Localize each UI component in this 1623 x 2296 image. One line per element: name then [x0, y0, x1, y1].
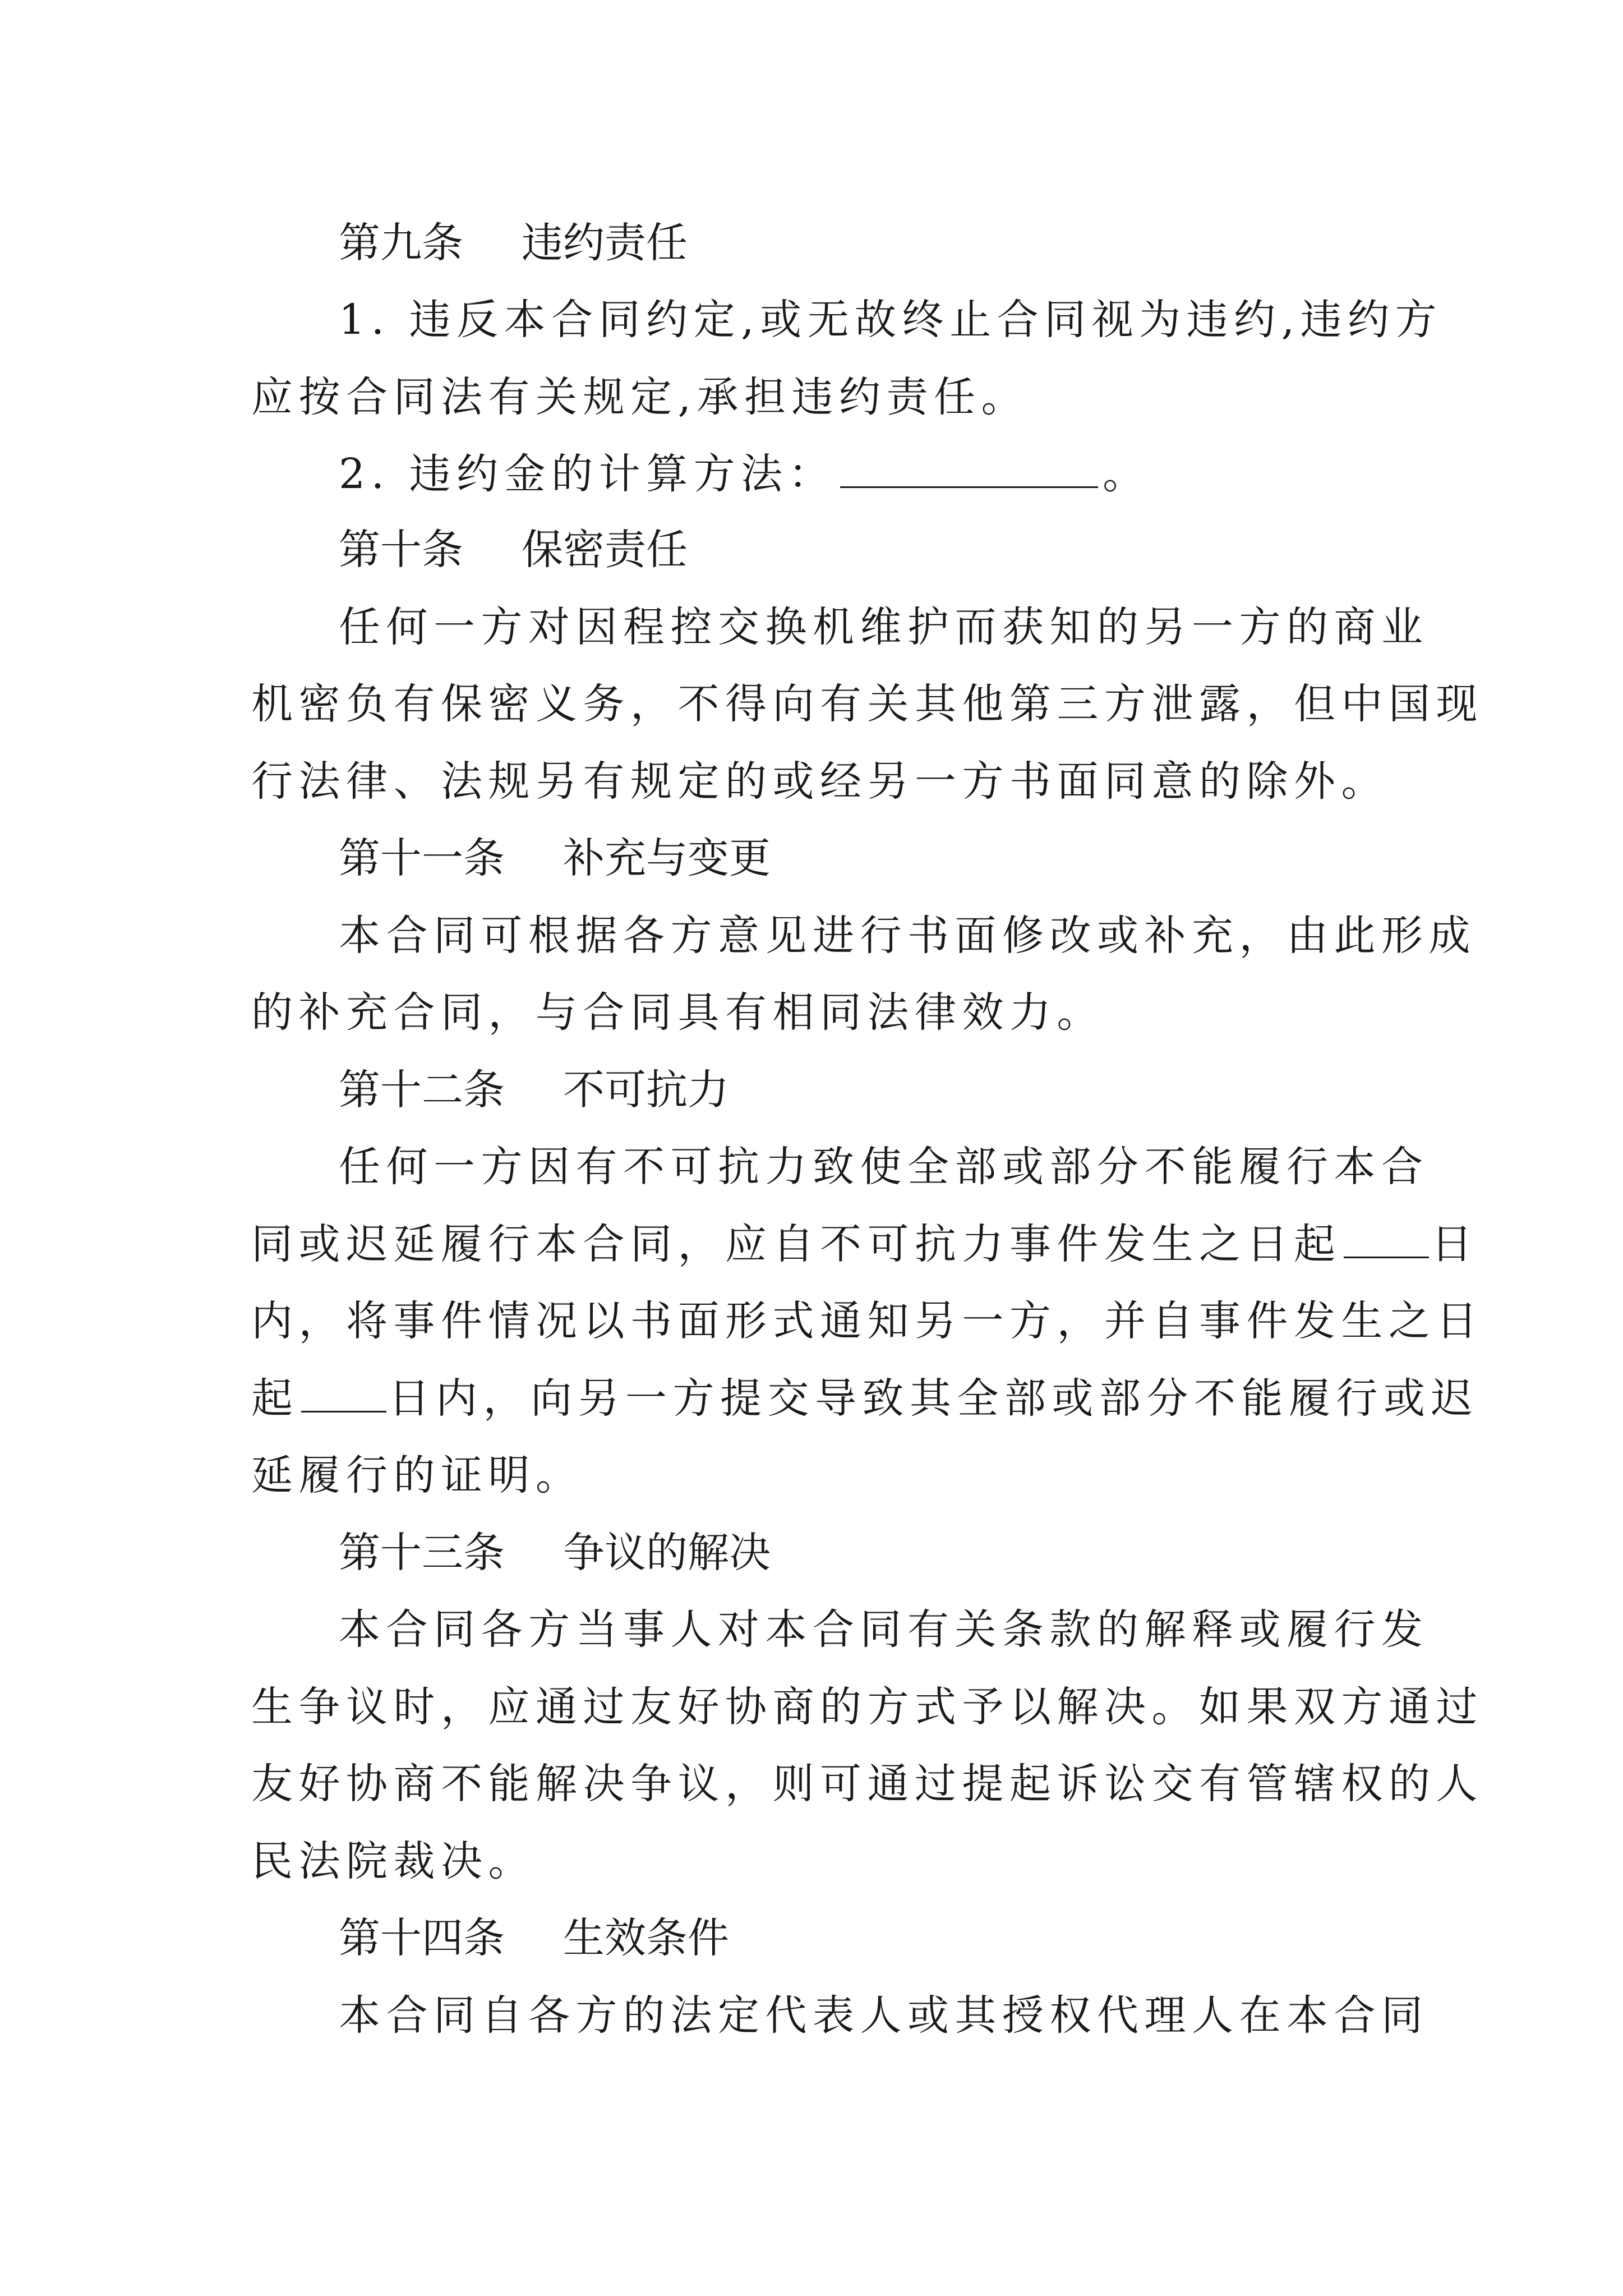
article-title: 补充与变更 — [563, 834, 771, 882]
fill-in-blank — [840, 450, 1098, 488]
article-10-heading — [339, 523, 688, 577]
article-10-line: 任何一方对因程控交换机维护而获知的另一方的商业 — [339, 603, 1429, 651]
article-9-item-1-line: 1. 违反本合同约定,或无故终止合同视为违约,违约方 — [339, 296, 1443, 344]
line-text-end: 日内，向另一方提交导致其全部或部分不能履行或迟 — [388, 1374, 1478, 1423]
fill-in-blank — [301, 1375, 386, 1412]
article-13-line: 生争议时，应通过友好协商的方式予以解决。如果双方通过 — [251, 1683, 1483, 1731]
line-text-end: 日 — [1431, 1220, 1478, 1268]
article-10-line: 行法律、法规另有规定的或经另一方书面同意的除外。 — [251, 757, 1389, 806]
line-text: 起 — [251, 1374, 299, 1423]
article-14-line: 本合同自各方的法定代表人或其授权代理人在本合同 — [339, 1991, 1429, 2040]
article-10-line: 机密负有保密义务，不得向有关其他第三方泄露，但中国现 — [251, 680, 1483, 728]
article-number: 第九条 — [339, 219, 463, 267]
article-13-line: 友好协商不能解决争议，则可通过提起诉讼交有管辖权的人 — [251, 1760, 1483, 1808]
article-title: 生效条件 — [563, 1914, 729, 1962]
article-12-line — [251, 1217, 1478, 1271]
article-9-item-1-line: 应按合同法有关规定,承担违约责任。 — [251, 373, 1029, 421]
article-number: 第十条 — [339, 526, 463, 574]
article-12-line: 内，将事件情况以书面形式通知另一方，并自事件发生之日 — [251, 1297, 1483, 1345]
article-11-line: 的补充合同，与合同具有相同法律效力。 — [251, 988, 1104, 1037]
article-title: 争议的解决 — [563, 1529, 771, 1577]
fill-in-blank — [1344, 1221, 1429, 1258]
article-number: 第十一条 — [339, 834, 505, 882]
line-text: 同或迟延履行本合同，应自不可抗力事件发生之日起 — [251, 1220, 1341, 1268]
article-number: 第十四条 — [339, 1914, 505, 1962]
article-13-heading — [339, 1526, 771, 1580]
article-number: 第十三条 — [339, 1529, 505, 1577]
article-13-line: 民法院裁决。 — [251, 1837, 536, 1885]
article-number: 第十二条 — [339, 1066, 505, 1114]
article-11-heading — [339, 831, 771, 885]
article-12-line: 延履行的证明。 — [251, 1451, 583, 1499]
article-title: 保密责任 — [522, 526, 688, 574]
item-text-end: 。 — [1103, 450, 1150, 498]
article-title: 不可抗力 — [563, 1066, 729, 1114]
article-title: 违约责任 — [522, 219, 688, 267]
article-12-line: 任何一方因有不可抗力致使全部或部分不能履行本合 — [339, 1143, 1429, 1191]
article-12-heading — [339, 1063, 729, 1117]
item-text: 2. 违约金的计算方法： — [339, 450, 836, 498]
article-9-item-2 — [339, 447, 1150, 501]
article-9-heading — [339, 216, 688, 270]
article-12-line — [251, 1372, 1478, 1425]
article-13-line: 本合同各方当事人对本合同有关条款的解释或履行发 — [339, 1605, 1429, 1654]
article-14-heading — [339, 1911, 729, 1965]
article-11-line: 本合同可根据各方意见进行书面修改或补充，由此形成 — [339, 912, 1476, 960]
